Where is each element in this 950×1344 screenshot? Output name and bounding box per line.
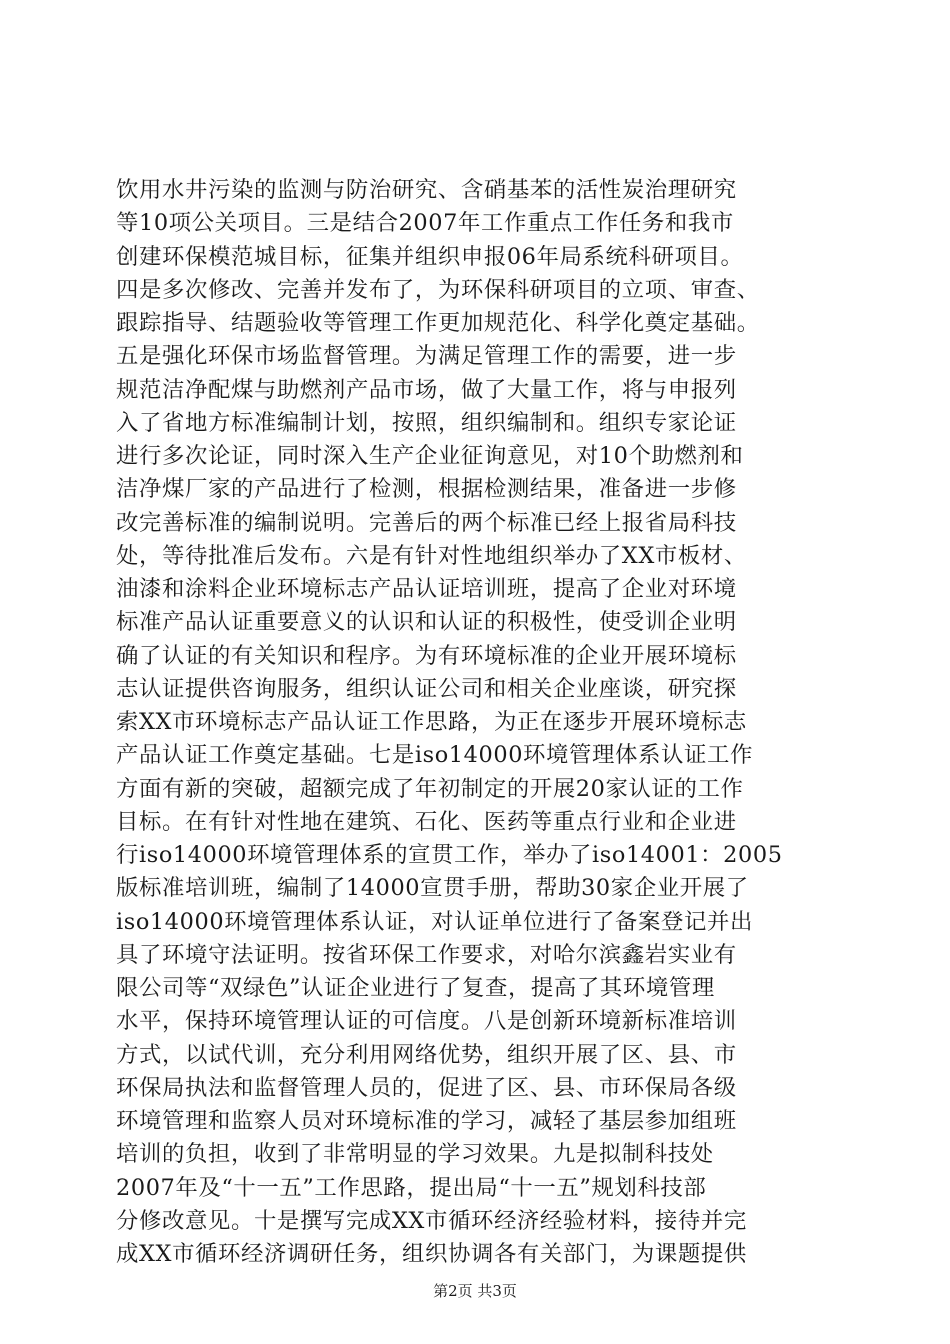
text-line: 环境管理和监察人员对环境标准的学习，减轻了基层参加组班 — [116, 1108, 737, 1134]
text-line: 成XX市循环经济调研任务，组织协调各有关部门，为课题提供 — [116, 1241, 747, 1267]
page-footer: 第2页 共3页 — [433, 1282, 517, 1300]
text-line: 志认证提供咨询服务，组织认证公司和相关企业座谈，研究探 — [116, 675, 737, 702]
text-line: 改完善标准的编制说明。完善后的两个标准已经上报省局科技 — [116, 509, 737, 536]
text-line: 标准产品认证重要意义的认识和认证的积极性，使受训企业明 — [116, 609, 737, 636]
text-line: 环保局执法和监督管理人员的，促进了区、县、市环保局各级 — [116, 1074, 737, 1101]
text-line: 版标准培训班，编制了14000宣贯手册，帮助30家企业开展了 — [116, 875, 749, 902]
text-line: 处，等待批准后发布。六是有针对性地组织举办了XX市板材、 — [116, 542, 747, 569]
text-line: 油漆和涂料企业环境标志产品认证培训班，提高了企业对环境 — [116, 576, 737, 602]
text-line: 分修改意见。十是撰写完成XX市循环经济经验材料，接待并完 — [116, 1207, 747, 1234]
text-line: 入了省地方标准编制计划，按照，组织编制和。组织专家论证 — [116, 409, 737, 436]
text-line: 索XX市环境标志产品认证工作思路，为正在逐步开展环境标志 — [116, 709, 747, 735]
text-line: 行iso14000环境管理体系的宣贯工作，举办了iso14001：2005 — [116, 842, 783, 868]
text-line: 目标。在有针对性地在建筑、石化、医药等重点行业和企业进 — [116, 808, 737, 835]
text-line: 规范洁净配煤与助燃剂产品市场，做了大量工作，将与申报列 — [116, 376, 737, 403]
text-line: iso14000环境管理体系认证，对认证单位进行了备案登记并出 — [116, 908, 753, 935]
text-line: 培训的负担，收到了非常明显的学习效果。九是拟制科技处 — [116, 1141, 714, 1168]
body-text — [116, 174, 856, 1271]
text-line: 产品认证工作奠定基础。七是iso14000环境管理体系认证工作 — [116, 742, 753, 769]
text-line: 水平，保持环境管理认证的可信度。八是创新环境新标准培训 — [116, 1008, 737, 1035]
text-line: 进行多次论证，同时深入生产企业征询意见，对10个助燃剂和 — [116, 443, 744, 469]
text-line: 2007年及“十一五”工作思路，提出局“十一五”规划科技部 — [116, 1174, 707, 1201]
text-line: 四是多次修改、完善并发布了，为环保科研项目的立项、审查、 — [116, 276, 760, 303]
text-line: 跟踪指导、结题验收等管理工作更加规范化、科学化奠定基础。 — [116, 310, 760, 336]
text-line: 等10项公关项目。三是结合2007年工作重点工作任务和我市 — [116, 210, 734, 237]
text-line: 五是强化环保市场监督管理。为满足管理工作的需要，进一步 — [116, 343, 737, 370]
text-line: 限公司等“双绿色”认证企业进行了复查，提高了其环境管理 — [116, 975, 715, 1001]
text-line: 确了认证的有关知识和程序。为有环境标准的企业开展环境标 — [116, 642, 737, 669]
text-line: 方面有新的突破，超额完成了年初制定的开展20家认证的工作 — [116, 775, 744, 802]
text-line: 饮用水井污染的监测与防治研究、含硝基苯的活性炭治理研究 — [116, 177, 737, 203]
text-line: 方式，以试代训，充分利用网络优势，组织开展了区、县、市 — [116, 1041, 737, 1068]
text-line: 具了环境守法证明。按省环保工作要求，对哈尔滨鑫岩实业有 — [116, 941, 737, 968]
text-line: 洁净煤厂家的产品进行了检测，根据检测结果，准备进一步修 — [116, 476, 737, 503]
text-line: 创建环保模范城目标，征集并组织申报06年局系统科研项目。 — [116, 243, 744, 270]
